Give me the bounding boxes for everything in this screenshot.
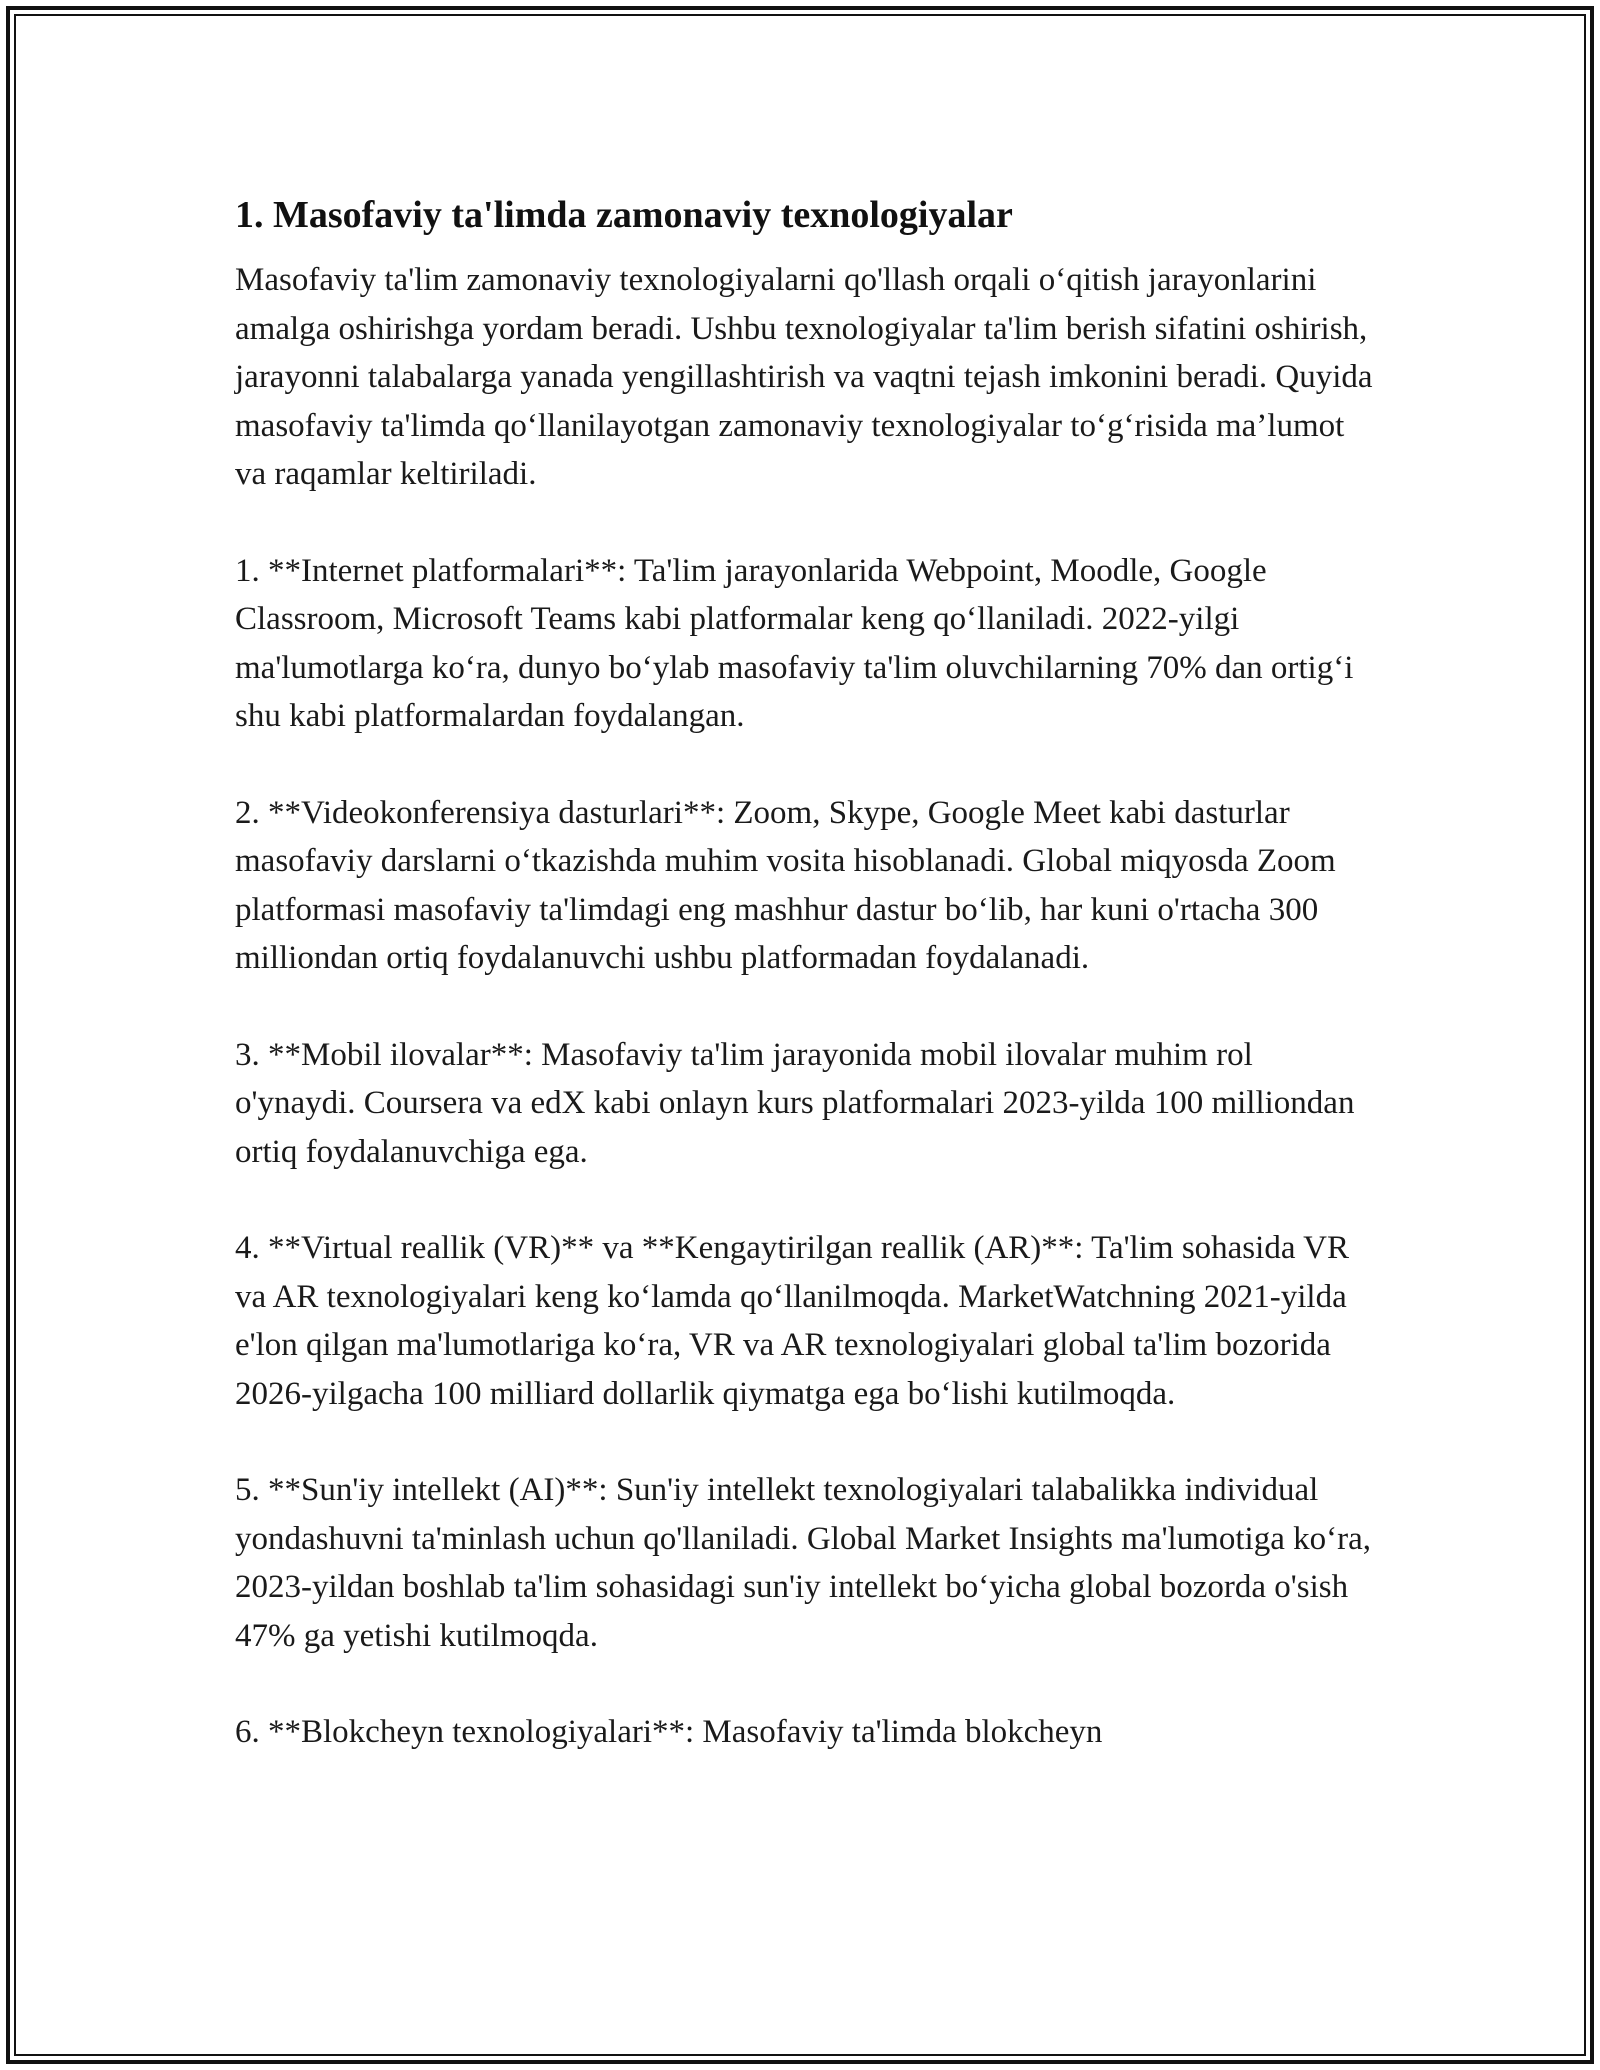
document-body [235, 190, 1375, 1757]
item-internet-platforms: 1. **Internet platformalari**: Ta'lim jarayonlarida Webpoint, Moodle, Google Classroom, Microsoft Teams kabi platformalar keng qo‘llaniladi. 2022-yilgi ma'lumotlarga ko‘ra, dunyo bo‘ylab masofaviy ta'lim oluvchilarning 70% dan ortig‘i shu kabi platformalardan foydalangan. [235, 552, 1354, 734]
item-vr-ar: 4. **Virtual reallik (VR)** va **Kengaytirilgan reallik (AR)**: Ta'lim sohasida VR va AR texnologiyalari keng ko‘lamda qo‘llanilmoqda. MarketWatchning 2021-yilda e'lon qilgan ma'lumotlariga ko‘ra, VR va AR texnologiyalari global ta'lim bozorida 2026-yilgacha 100 milliard dollarlik qiymatga ega bo‘lishi kutilmoqda. [235, 1230, 1349, 1412]
intro-paragraph: Masofaviy ta'lim zamonaviy texnologiyalarni qo'llash orqali o‘qitish jarayonlarini amalga oshirishga yordam beradi. Ushbu texnologiyalar ta'lim berish sifatini oshirish, jarayonni talabalarga yanada yengillashtirish va vaqtni tejash imkonini beradi. Quyida masofaviy ta'limda qo‘llanilayotgan zamonaviy texnologiyalar to‘g‘risida ma’lumot va raqamlar keltiriladi. [235, 262, 1373, 492]
item-blockchain: 6. **Blokcheyn texnologiyalari**: Masofaviy ta'limda blokcheyn [235, 1714, 1103, 1750]
item-videoconference: 2. **Videokonferensiya dasturlari**: Zoom, Skype, Google Meet kabi dasturlar masofaviy darslarni o‘tkazishda muhim vosita hisoblanadi. Global miqyosda Zoom platformasi masofaviy ta'limdagi eng mashhur dastur bo‘lib, har kuni o'rtacha 300 milliondan ortiq foydalanuvchi ushbu platformadan foydalanadi. [235, 794, 1336, 976]
item-mobile-apps: 3. **Mobil ilovalar**: Masofaviy ta'lim jarayonida mobil ilovalar muhim rol o'ynaydi. Coursera va edX kabi onlayn kurs platformalari 2023-yilda 100 milliondan ortiq foydalanuvchiga ega. [235, 1036, 1355, 1170]
section-heading: 1. Masofaviy ta'limda zamonaviy texnologiyalar [235, 194, 1013, 236]
item-ai: 5. **Sun'iy intellekt (AI)**: Sun'iy intellekt texnologiyalari talabalikka individual yondashuvni ta'minlash uchun qo'llaniladi. Global Market Insights ma'lumotiga ko‘ra, 2023-yildan boshlab ta'lim sohasidagi sun'iy intellekt bo‘yicha global bozorda o'sish 47% ga yetishi kutilmoqda. [235, 1472, 1371, 1654]
